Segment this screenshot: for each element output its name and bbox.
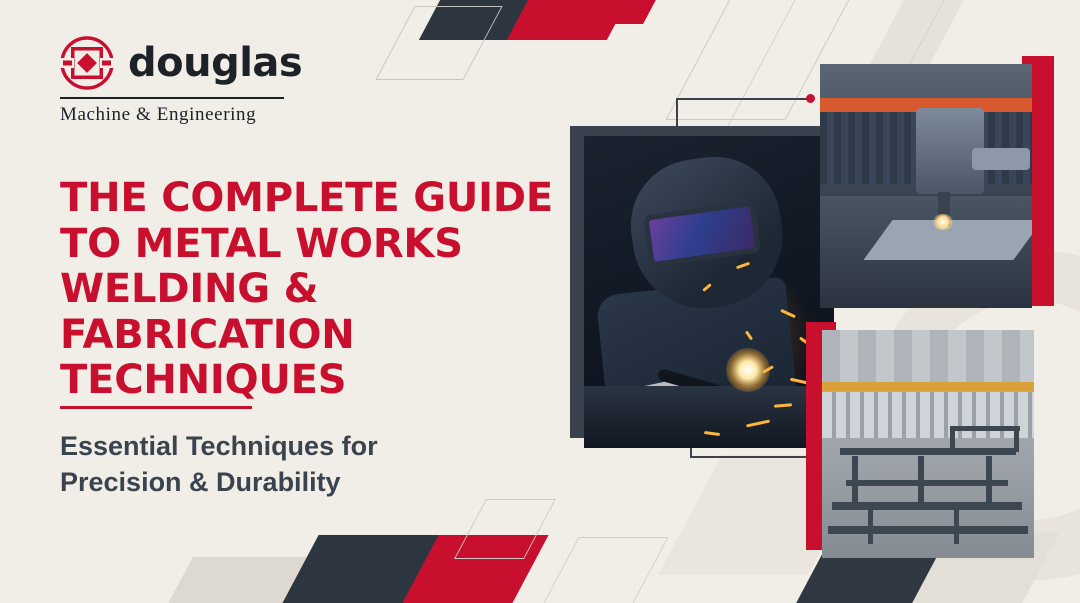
- connector-line-bottom: [690, 456, 814, 458]
- decor-outline-shape-4: [454, 499, 556, 559]
- welding-photo: [584, 136, 834, 448]
- logo-row: [60, 36, 302, 90]
- logo-divider: [60, 97, 284, 99]
- decor-bottom-dark-shape: [281, 535, 468, 603]
- decor-top-red-small-shape: [613, 0, 657, 24]
- page-subtitle: Essential Techniques for Precision & Durability: [60, 431, 378, 498]
- decor-bottom-red-shape: [401, 535, 548, 603]
- title-divider: [60, 406, 252, 409]
- connector-dot-top: [806, 94, 815, 103]
- decor-outline-shape-5: [541, 537, 668, 603]
- decor-bottom-grey-shape: [167, 557, 323, 603]
- douglas-diamond-logo-icon: [60, 36, 114, 90]
- brand-logo[interactable]: [60, 36, 302, 126]
- connector-line-top: [676, 98, 812, 100]
- brand-tagline: Machine & Engineering: [60, 103, 257, 125]
- fabrication-workshop-photo: [822, 330, 1034, 558]
- brand-name: douglas: [128, 40, 303, 86]
- page-title: THE COMPLETE GUIDE TO METAL WORKS WELDING & FABRICATION TECHNIQUES: [60, 175, 553, 404]
- decor-top-dark-shape: [419, 0, 561, 40]
- decor-top-red-shape: [507, 0, 629, 40]
- cnc-laser-cutting-photo: [820, 64, 1032, 308]
- decor-outline-shape-1: [375, 6, 502, 80]
